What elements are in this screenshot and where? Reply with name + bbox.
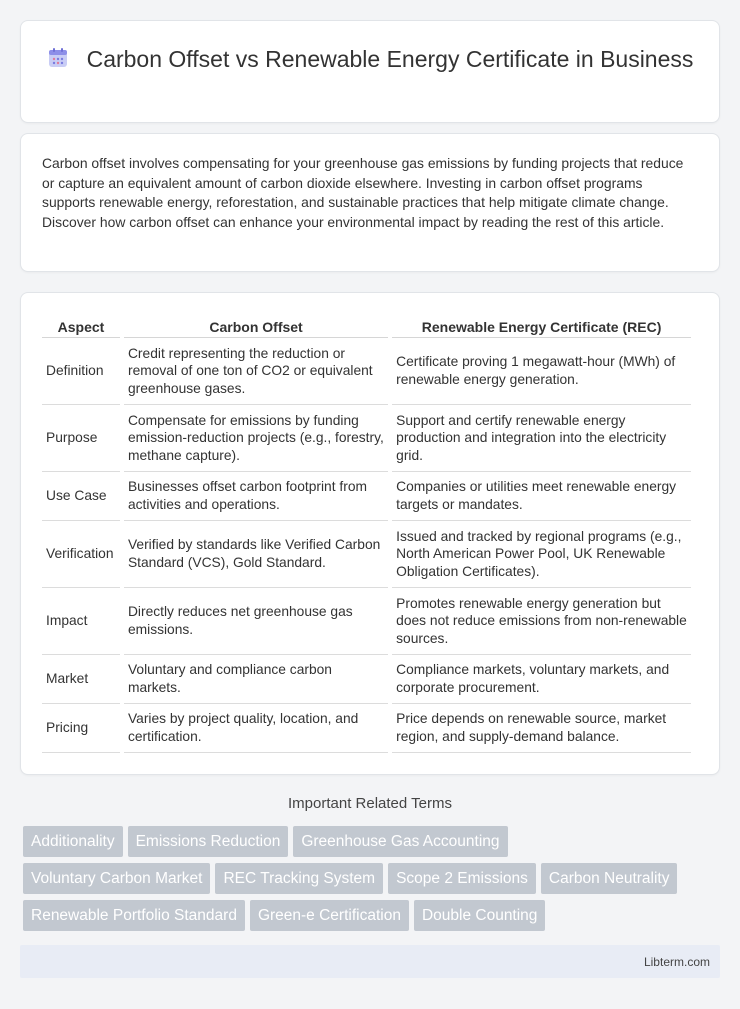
row-carbon-offset: Varies by project quality, location, and certification. [124,704,388,753]
row-carbon-offset: Directly reduces net greenhouse gas emissions. [124,588,388,655]
footer-site-link[interactable]: Libterm.com [643,955,710,969]
comparison-card [20,292,720,775]
comparison-table [38,314,695,753]
tag-scope-2-emissions[interactable]: Scope 2 Emissions [388,863,536,894]
row-rec: Issued and tracked by regional programs (e.g., North American Power Pool, UK Renewable Obligation Certificates). [392,521,691,588]
row-aspect: Definition [42,338,120,405]
row-rec: Promotes renewable energy generation but does not reduce emissions from non-renewable sources. [392,588,691,655]
row-carbon-offset: Voluntary and compliance carbon markets. [124,655,388,704]
table-header-row [42,314,691,338]
row-aspect: Purpose [42,405,120,472]
tag-emissions-reduction[interactable]: Emissions Reduction [128,826,289,857]
related-terms-tags [23,826,723,937]
tag-renewable-portfolio-standard[interactable]: Renewable Portfolio Standard [23,900,245,931]
header-aspect: Aspect [42,314,120,338]
tag-rec-tracking-system[interactable]: REC Tracking System [215,863,383,894]
row-rec: Price depends on renewable source, market region, and supply-demand balance. [392,704,691,753]
table-row [42,405,691,472]
related-terms-heading: Important Related Terms [288,795,452,812]
row-aspect: Pricing [42,704,120,753]
row-rec: Support and certify renewable energy production and integration into the electricity grid. [392,405,691,472]
page-title-wrap [21,21,719,74]
intro-card [20,133,720,272]
table-row [42,704,691,753]
intro-text: Carbon offset involves compensating for your greenhouse gas emissions by funding projects that reduce or capture an equivalent amount of carbon dioxide elsewhere. Investing in carbon offset programs supports renewable energy, reforestation, and sustainable practices that help mitigate climate change. Discover how carbon offset can enhance your environmental impact by reading the rest of this article. [42,155,684,231]
tag-green-e-certification[interactable]: Green-e Certification [250,900,409,931]
footer [20,945,720,978]
tag-voluntary-carbon-market[interactable]: Voluntary Carbon Market [23,863,210,894]
row-aspect: Use Case [42,472,120,521]
tag-double-counting[interactable]: Double Counting [414,900,545,931]
row-rec: Certificate proving 1 megawatt-hour (MWh) of renewable energy generation. [392,338,691,405]
row-carbon-offset: Businesses offset carbon footprint from activities and operations. [124,472,388,521]
tag-additionality[interactable]: Additionality [23,826,123,857]
row-carbon-offset: Verified by standards like Verified Carbon Standard (VCS), Gold Standard. [124,521,388,588]
row-aspect: Verification [42,521,120,588]
page-title: Carbon Offset vs Renewable Energy Certificate in Business [86,46,694,72]
row-aspect: Impact [42,588,120,655]
table-row [42,655,691,704]
row-carbon-offset: Credit representing the reduction or removal of one ton of CO2 or equivalent greenhouse gases. [124,338,388,405]
row-rec: Companies or utilities meet renewable energy targets or mandates. [392,472,691,521]
table-row [42,472,691,521]
title-card [20,20,720,123]
tag-carbon-neutrality[interactable]: Carbon Neutrality [541,863,678,894]
header-rec: Renewable Energy Certificate (REC) [392,314,691,338]
table-row [42,588,691,655]
header-carbon-offset: Carbon Offset [124,314,388,338]
calendar-icon [47,47,69,69]
row-carbon-offset: Compensate for emissions by funding emission-reduction projects (e.g., forestry, methane capture). [124,405,388,472]
table-row [42,521,691,588]
row-rec: Compliance markets, voluntary markets, and corporate procurement. [392,655,691,704]
tag-greenhouse-gas-accounting[interactable]: Greenhouse Gas Accounting [293,826,507,857]
table-row [42,338,691,405]
row-aspect: Market [42,655,120,704]
